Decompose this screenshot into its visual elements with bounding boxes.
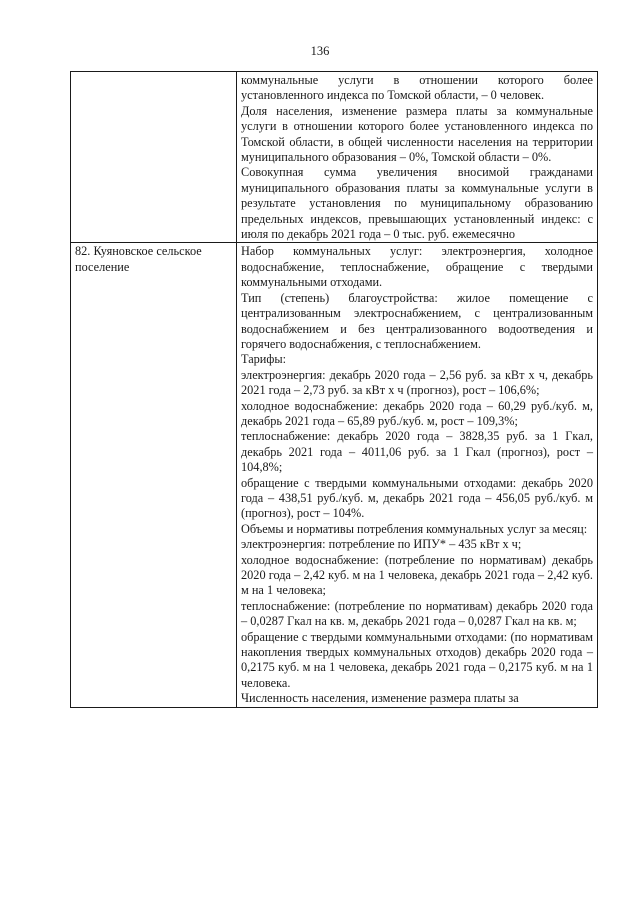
municipality-cell — [71, 72, 237, 243]
paragraph: холодное водоснабжение: декабрь 2020 года – 60,29 руб./куб. м, декабрь 2021 года – 65,89 руб./куб. м, рост – 109,3%; — [241, 398, 593, 428]
data-table — [70, 71, 598, 708]
paragraph: Набор коммунальных услуг: электроэнергия, холодное водоснабжение, теплоснабжение, обращение с твердыми коммунальными отходами. — [241, 244, 593, 290]
paragraph: Совокупная сумма увеличения вносимой гражданами муниципального образования платы за коммунальные услуги в результате установления по муниципальному образованию предельных индексов, превышающих установленный индекс: с июля по декабрь 2021 года – 0 тыс. руб. ежемесячно — [241, 165, 593, 242]
paragraph: обращение с твердыми коммунальными отходами: декабрь 2020 года – 438,51 руб./куб. м, декабрь 2021 года – 456,05 руб./куб. м (прогноз), рост – 104%. — [241, 475, 593, 521]
paragraph: холодное водоснабжение: (потребление по нормативам) декабрь 2020 года – 2,42 куб. м на 1 человека, декабрь 2021 года – 2,42 куб. м на 1 человека; — [241, 552, 593, 598]
paragraph: обращение с твердыми коммунальными отходами: (по нормативам накопления твердых коммунальных отходов) декабрь 2020 года – 0,2175 куб. м на 1 человека, декабрь 2021 года – 0,2175 куб. м на 1 человека. — [241, 629, 593, 690]
paragraph: Численность населения, изменение размера платы за — [241, 691, 519, 706]
paragraph: Тарифы: — [241, 352, 287, 367]
description-cell — [237, 72, 598, 243]
municipality-cell: 82. Куяновское сельское поселение — [71, 243, 237, 707]
description-cell — [237, 243, 598, 707]
paragraph: теплоснабжение: декабрь 2020 года – 3828,35 руб. за 1 Гкал, декабрь 2021 года – 4011,06 руб. за 1 Гкал (прогноз), рост – 104,8%; — [241, 429, 593, 475]
paragraph: теплоснабжение: (потребление по нормативам) декабрь 2020 года – 0,0287 Гкал на кв. м, декабрь 2021 года – 0,0287 Гкал на кв. м; — [241, 598, 593, 629]
table-row — [71, 72, 598, 243]
table-row — [71, 243, 598, 707]
paragraph: коммунальные услуги в отношении которого более установленного индекса по Томской области, – 0 человек. — [241, 73, 593, 103]
page-number: 136 — [310, 44, 330, 58]
paragraph: Тип (степень) благоустройства: жилое помещение с централизованным электроснабжением, с централизованным водоснабжением и без централизованного водоотведения и горячего водоснабжения, с теплоснабжением. — [241, 290, 593, 351]
paragraph: электроэнергия: декабрь 2020 года – 2,56 руб. за кВт х ч, декабрь 2021 года – 2,73 руб. за кВт х ч (прогноз), рост – 106,6%; — [241, 367, 593, 398]
paragraph: электроэнергия: потребление по ИПУ* – 435 кВт х ч; — [241, 537, 522, 552]
paragraph: Доля населения, изменение размера платы за коммунальные услуги в отношении которого более установленного индекса по Томской области, в общей численности населения на территории муниципального образования – 0%, Томской области – 0%. — [241, 103, 593, 165]
paragraph: Объемы и нормативы потребления коммунальных услуг за месяц: — [241, 521, 588, 536]
